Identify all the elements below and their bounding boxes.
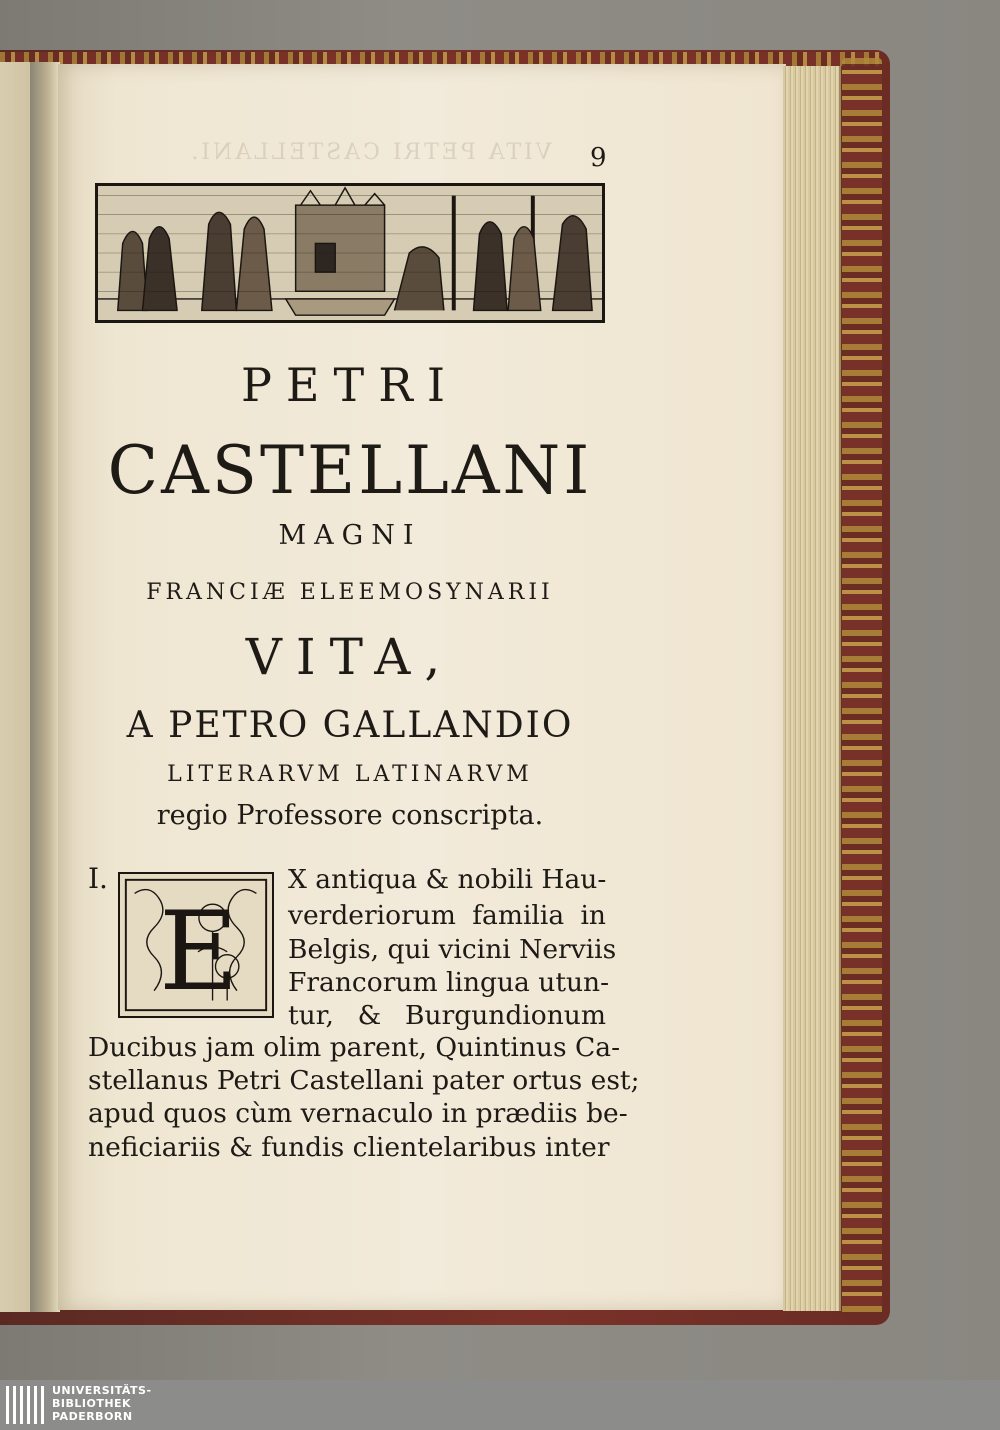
body-line-3: Belgis, qui vicini Nerviis [288,934,617,965]
title-franciae: FRANCIÆ ELEEMOSYNARII [146,580,554,605]
body-line-2: verderiorum familia in [288,900,606,931]
running-head-ghost: VITA PETRI CASTELLANI. [188,140,552,165]
logo-line-1: UNIVERSITÄTS- [52,1384,152,1397]
woodcut-headpiece [95,183,605,323]
title-literarum: LITERARVM LATINARVM [167,762,533,787]
drop-cap-letter: E [158,887,239,1015]
gilt-border-right [842,58,882,1318]
body-line-8: apud quos cùm vernaculo in prædiis be- [88,1098,628,1129]
title-vita: VITA, [245,628,455,686]
left-page-edge [0,62,34,1312]
body-line-6: Ducibus jam olim parent, Quintinus Ca- [88,1032,621,1063]
section-number: I. [88,862,108,895]
title-castellani: CASTELLANI [107,432,593,509]
title-magni: MAGNI [278,520,422,551]
body-line-1: X antiqua & nobili Hau- [288,864,607,895]
fore-edge [783,66,841,1311]
drop-cap-initial [118,872,274,1018]
title-regio-professore: regio Professore conscripta. [156,800,544,831]
title-a-petro-gallandio: A PETRO GALLANDIO [126,705,574,746]
logo-line-3: PADERBORN [52,1410,133,1423]
page-number: 9 [590,143,607,173]
library-logo-text [52,1384,152,1423]
body-line-9: neficiariis & fundis clientelaribus inter [88,1132,610,1163]
body-line-7: stellanus Petri Castellani pater ortus est; [88,1065,640,1096]
body-line-4: Francorum lingua utun- [288,967,610,998]
title-petri: PETRI [240,358,460,412]
gutter [30,62,60,1312]
logo-line-2: BIBLIOTHEK [52,1397,132,1410]
body-line-5: tur, & Burgundionum [288,1000,606,1031]
library-bars-icon [6,1386,46,1424]
